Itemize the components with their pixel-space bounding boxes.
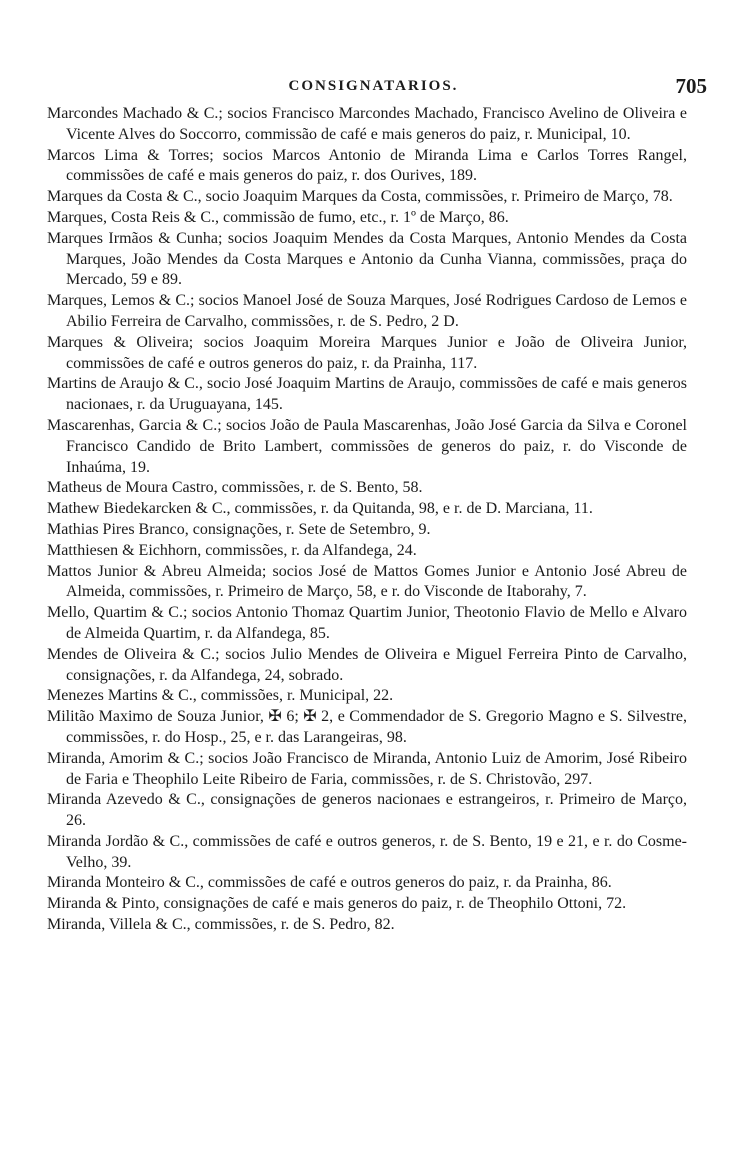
list-item: Matheus de Moura Castro, commissões, r. de S. Bento, 58.: [47, 479, 423, 497]
list-item: Militão Maximo de Souza Junior, ✠ 6; ✠ 2, e Commendador de S. Gregorio Magno e S. Silvestre, commissões, r. do Hosp., 25, e r. das Larangeiras, 98.: [47, 708, 687, 746]
list-item: Matthiesen & Eichhorn, commissões, r. da Alfandega, 24.: [47, 541, 417, 559]
list-item: Marques da Costa & C., socio Joaquim Marques da Costa, commissões, r. Primeiro de Março, 78.: [47, 188, 673, 206]
list-item: Miranda & Pinto, consignações de café e mais generos do paiz, r. de Theophilo Ottoni, 72.: [47, 895, 627, 913]
list-item: Miranda Azevedo & C., consignações de generos nacionaes e estrangeiros, r. Primeiro de Março, 26.: [47, 791, 687, 830]
running-title: CONSIGNATARIOS.: [288, 78, 459, 94]
list-item: Marques, Costa Reis & C., commissão de fumo, etc., r. 1º de Março, 86.: [47, 208, 509, 226]
list-item: Martins de Araujo & C., socio José Joaquim Martins de Araujo, commissões de café e mais generos nacionaes, r. da Uruguayana, 145.: [47, 375, 687, 414]
list-item: Marcos Lima & Torres; socios Marcos Antonio de Miranda Lima e Carlos Torres Rangel, commissões de café e mais generos do paiz, r. dos Ourives, 189.: [47, 146, 687, 185]
list-item: Mathias Pires Branco, consignações, r. Sete de Setembro, 9.: [47, 520, 431, 538]
list-item: Miranda Monteiro & C., commissões de café e outros generos do paiz, r. da Prainha, 86.: [47, 874, 612, 892]
list-item: Miranda Jordão & C., commissões de café e outros generos, r. de S. Bento, 19 e 21, e r. do Cosme-Velho, 39.: [47, 832, 687, 871]
list-item: Marcondes Machado & C.; socios Francisco Marcondes Machado, Francisco Avelino de Oliveira e Vicente Alves do Soccorro, commissão de café e mais generos do paiz, r. Municipal, 10.: [47, 105, 687, 143]
list-item: Marques Irmãos & Cunha; socios Joaquim Mendes da Costa Marques, Antonio Mendes da Costa Marques, João Mendes da Costa Marques e Antonio da Cunha Vianna, commissões, praça do Mercado, 59 e 89.: [47, 229, 687, 289]
list-item: Mattos Junior & Abreu Almeida; socios José de Mattos Gomes Junior e Antonio José Abreu de Almeida, commissões, r. Primeiro de Março, 58, e r. do Visconde de Itaborahy, 7.: [47, 562, 687, 601]
list-item: Marques, Lemos & C.; socios Manoel José de Souza Marques, José Rodrigues Cardoso de Lemos e Abilio Ferreira de Carvalho, commissões, r. de S. Pedro, 2 D.: [47, 292, 687, 330]
list-item: Mathew Biedekarcken & C., commissões, r. da Quitanda, 98, e r. de D. Marciana, 11.: [47, 500, 593, 518]
page-number: 705: [675, 74, 707, 98]
list-item: Mendes de Oliveira & C.; socios Julio Mendes de Oliveira e Miguel Ferreira Pinto de Carvalho, consignações, r. da Alfandega, 24, sobrado.: [47, 645, 687, 684]
list-item: Menezes Martins & C., commissões, r. Municipal, 22.: [47, 687, 394, 705]
list-item: Miranda, Villela & C., commissões, r. de S. Pedro, 82.: [47, 916, 395, 934]
entry-list: [47, 104, 687, 936]
list-item: Mascarenhas, Garcia & C.; socios João de Paula Mascarenhas, João José Garcia da Silva e Coronel Francisco Candido de Brito Lambert, commissões de generos do paiz, r. do Visconde de Inhaúma, 19.: [47, 416, 687, 476]
page-header: [0, 74, 747, 104]
list-item: Marques & Oliveira; socios Joaquim Moreira Marques Junior e João de Oliveira Junior, commissões de café e outros generos do paiz, r. da Prainha, 117.: [47, 333, 687, 372]
list-item: Mello, Quartim & C.; socios Antonio Thomaz Quartim Junior, Theotonio Flavio de Mello e Alvaro de Almeida Quartim, r. da Alfandega, 85.: [47, 604, 687, 642]
list-item: Miranda, Amorim & C.; socios João Francisco de Miranda, Antonio Luiz de Amorim, José Ribeiro de Faria e Theophilo Leite Ribeiro de Faria, commissões, r. de S. Christovão, 297.: [47, 749, 687, 788]
